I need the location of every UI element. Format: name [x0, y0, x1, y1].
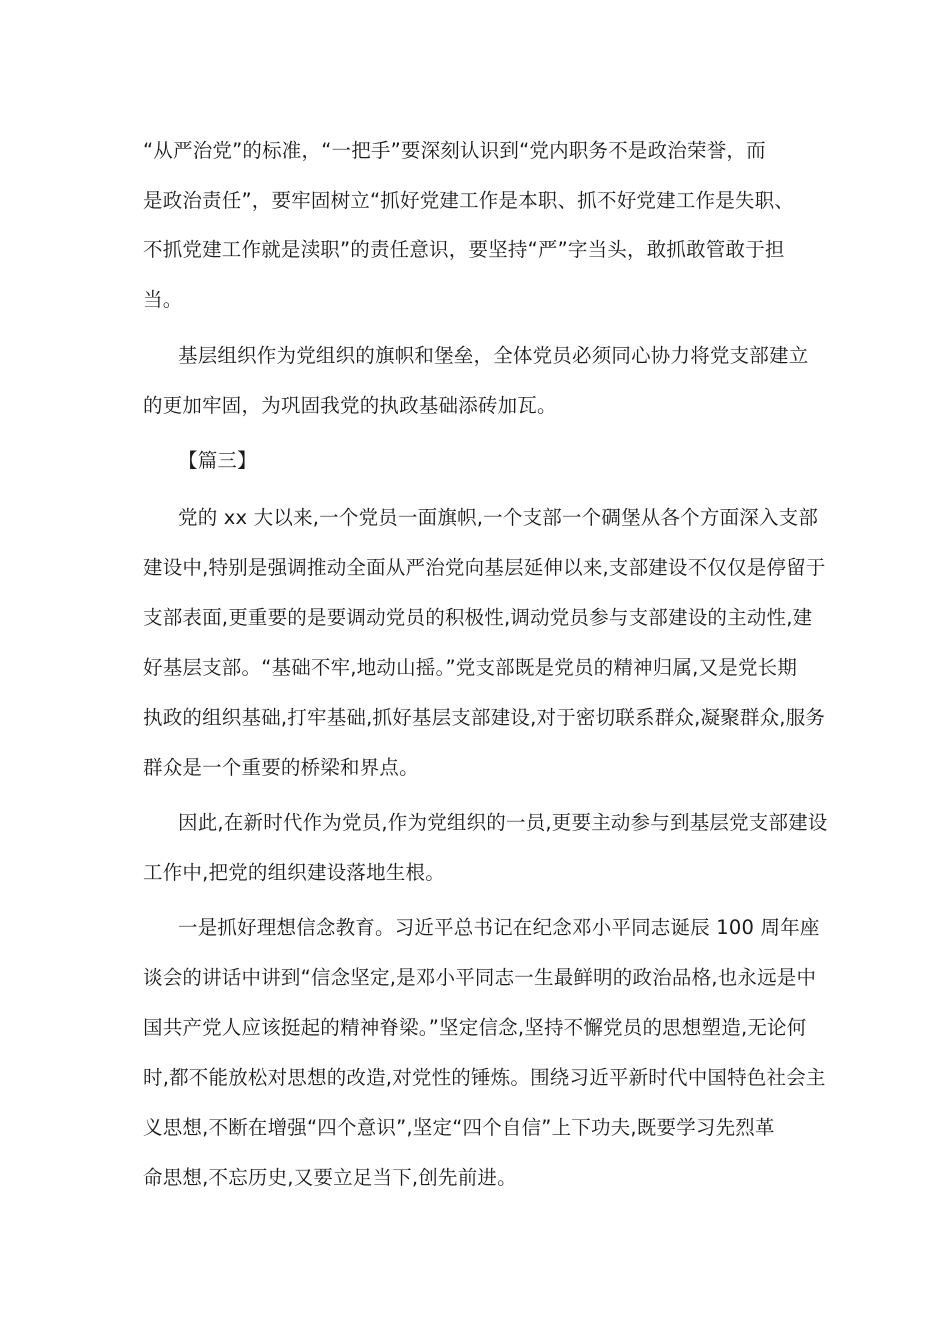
text-line: 谈会的讲话中讲到“信念坚定,是邓小平同志一生最鲜明的政治品格,也永远是中 [143, 966, 817, 989]
text-line: 命思想,不忘历史,又要立足当下,创先前进。 [143, 1166, 517, 1189]
text-line: 时,都不能放松对思想的改造,对党性的锤炼。围绕习近平新时代中国特色社会主 [143, 1066, 826, 1089]
text-line: “从严治党”的标准，“一把手”要深刻认识到“党内职务不是政治荣誉，而 [143, 139, 766, 162]
text-line: 的更加牢固，为巩固我党的执政基础添砖加瓦。 [143, 394, 557, 417]
text-line: 支部表面,更重要的是要调动党员的积极性,调动党员参与支部建设的主动性,建 [143, 606, 813, 629]
section-heading: 【篇三】 [178, 449, 257, 472]
text-line: 义思想,不断在增强“四个意识”,坚定“四个自信”上下功夫,既要学习先烈革 [143, 1116, 775, 1139]
text-line: 国共产党人应该挺起的精神脊梁。”坚定信念,坚持不懈党员的思想塑造,无论何 [143, 1016, 807, 1039]
text-line: 群众是一个重要的桥梁和界点。 [143, 756, 419, 779]
text-line: 是政治责任”，要牢固树立“抓好党建工作是本职、抓不好党建工作是失职、 [143, 189, 795, 212]
text-line: 好基层支部。“基础不牢,地动山摇。”党支部既是党员的精神归属,又是党长期 [143, 656, 798, 679]
text-line: 党的 xx 大以来,一个党员一面旗帜,一个支部一个碉堡从各个方面深入支部 [178, 506, 819, 529]
text-line: 一是抓好理想信念教育。习近平总书记在纪念邓小平同志诞辰 100 周年座 [178, 916, 820, 939]
text-line: 建设中,特别是强调推动全面从严治党向基层延伸以来,支部建设不仅仅是停留于 [143, 556, 826, 579]
text-line: 当。 [143, 288, 183, 311]
text-line: 工作中,把党的组织建设落地生根。 [143, 861, 445, 884]
text-line: 不抓党建工作就是渎职”的责任意识，要坚持“严”字当头，敢抓敢管敢于担 [143, 238, 785, 261]
text-line: 因此,在新时代作为党员,作为党组织的一员,更要主动参与到基层党支部建设 [178, 811, 828, 834]
text-line: 执政的组织基础,打牢基础,抓好基层支部建设,对于密切联系群众,凝聚群众,服务 [143, 706, 826, 729]
text-line: 基层组织作为党组织的旗帜和堡垒，全体党员必须同心协力将党支部建立 [178, 344, 809, 367]
